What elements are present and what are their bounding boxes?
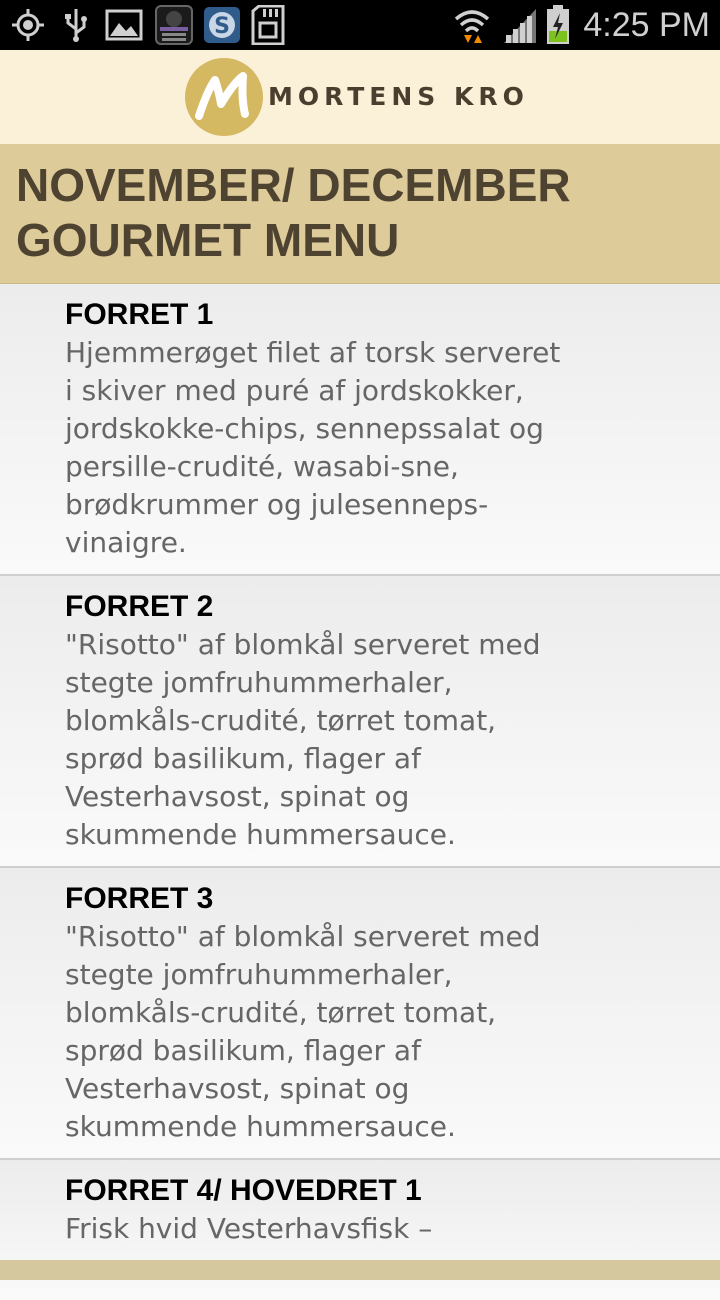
- gallery-icon: [104, 5, 144, 45]
- signal-icon: [500, 5, 540, 45]
- status-bar: [0, 0, 720, 50]
- menu-item-name: FORRET 2: [65, 590, 214, 623]
- menu-item-description: "Risotto" af blomkål serveret med stegte jomfruhummerhaler, blomkåls-crudité, tørret tomat, sprød basilikum, flager af Vesterhavsost, spinat og skummende hummersauce.: [65, 628, 541, 851]
- app-header: [0, 50, 720, 144]
- logo-mark-icon[interactable]: [185, 58, 263, 136]
- menu-item[interactable]: [0, 284, 720, 576]
- usb-icon: [60, 5, 92, 45]
- svg-text:S: S: [214, 14, 230, 39]
- menu-item[interactable]: [0, 868, 720, 1160]
- sd-card-icon: [250, 5, 286, 45]
- wifi-icon: [452, 5, 492, 45]
- bottom-bar: [0, 1260, 720, 1280]
- menu-item-name: FORRET 4/ HOVEDRET 1: [65, 1174, 422, 1207]
- menu-item-name: FORRET 1: [65, 298, 214, 331]
- page-title: NOVEMBER/ DECEMBER GOURMET MENU: [16, 159, 571, 266]
- app-badge-icon: [154, 5, 194, 45]
- skype-icon: [202, 5, 242, 45]
- battery-charging-icon: [544, 5, 572, 45]
- menu-item-description: "Risotto" af blomkål serveret med stegte jomfruhummerhaler, blomkåls-crudité, tørret tomat, sprød basilikum, flager af Vesterhavsost, spinat og skummende hummersauce.: [65, 920, 541, 1143]
- menu-list: [0, 284, 720, 1300]
- menu-item[interactable]: [0, 576, 720, 868]
- gps-icon: [8, 5, 48, 45]
- menu-item-description: Hjemmerøget filet af torsk serveret i skiver med puré af jordskokker, jordskokke-chips, sennepssalat og persille-crudité, wasabi-sne, brødkrummer og julesenneps-vinaigre.: [65, 336, 561, 559]
- logo-text[interactable]: MORTENS KRO: [268, 82, 529, 111]
- menu-item-description: Frisk hvid Vesterhavsfisk –: [65, 1212, 433, 1245]
- title-band: [0, 144, 720, 285]
- menu-item-name: FORRET 3: [65, 882, 214, 915]
- clock: 4:25 PM: [583, 6, 710, 44]
